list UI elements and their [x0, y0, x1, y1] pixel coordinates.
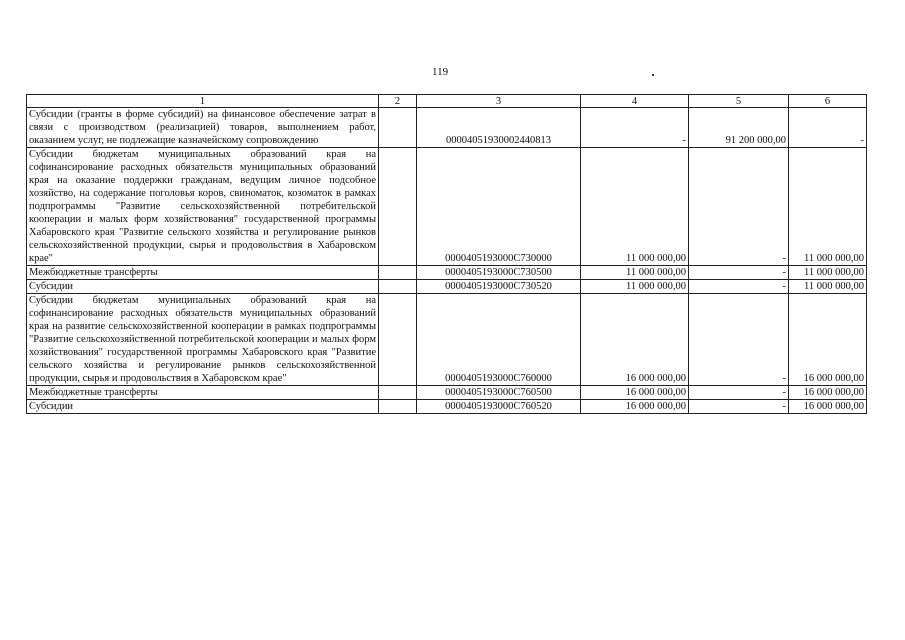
row-value-6: 11 000 000,00 — [789, 280, 867, 294]
row-value-6: 16 000 000,00 — [789, 400, 867, 414]
table-row — [27, 266, 867, 280]
row-code: 0000405193000C760500 — [417, 386, 581, 400]
header-cell: 2 — [379, 95, 417, 108]
table-row — [27, 400, 867, 414]
table-row — [27, 294, 867, 386]
row-value-6: 16 000 000,00 — [789, 386, 867, 400]
table-row — [27, 280, 867, 294]
row-code: 0000405193000C760520 — [417, 400, 581, 414]
row-col2 — [379, 266, 417, 280]
row-value-6: - — [789, 108, 867, 148]
row-value-6: 11 000 000,00 — [789, 266, 867, 280]
row-col2 — [379, 148, 417, 266]
scan-speck — [652, 74, 654, 76]
row-value-5: - — [689, 266, 789, 280]
row-description: Субсидии — [27, 280, 379, 294]
row-value-6: 16 000 000,00 — [789, 294, 867, 386]
row-code: 0000405193000C730520 — [417, 280, 581, 294]
row-description: Межбюджетные трансферты — [27, 266, 379, 280]
row-value-4: 11 000 000,00 — [581, 266, 689, 280]
row-value-4: 11 000 000,00 — [581, 280, 689, 294]
header-cell: 4 — [581, 95, 689, 108]
row-value-4: 16 000 000,00 — [581, 400, 689, 414]
row-value-5: - — [689, 386, 789, 400]
row-value-5: - — [689, 280, 789, 294]
header-cell: 1 — [27, 95, 379, 108]
row-value-5: - — [689, 400, 789, 414]
row-value-4: 16 000 000,00 — [581, 386, 689, 400]
row-value-6: 11 000 000,00 — [789, 148, 867, 266]
table-header-row — [27, 95, 867, 108]
row-description: Межбюджетные трансферты — [27, 386, 379, 400]
budget-table — [26, 94, 867, 414]
row-description: Субсидии — [27, 400, 379, 414]
table-row — [27, 108, 867, 148]
table-row — [27, 386, 867, 400]
row-col2 — [379, 108, 417, 148]
header-cell: 5 — [689, 95, 789, 108]
row-col2 — [379, 280, 417, 294]
row-col2 — [379, 294, 417, 386]
row-code: 0000405193000C730500 — [417, 266, 581, 280]
row-description: Субсидии бюджетам муниципальных образований края на софинансирование расходных обязательств муниципальных образований края на оказание поддержки гражданам, ведущим личное подсобное хозяйство, на содержание поголовья коров, свиноматок, козоматок в рамках подпрограммы "Развитие сельскохозяйственной потребительской кооперации и малых форм хозяйствования" государственной программы Хабаровского края "Развитие сельского хозяйства и регулирование рынков сельскохозяйственной продукции, сырья и продовольствия в Хабаровском крае" — [27, 148, 379, 266]
row-value-5: 91 200 000,00 — [689, 108, 789, 148]
table-row — [27, 148, 867, 266]
row-col2 — [379, 386, 417, 400]
row-code: 0000405193000C760000 — [417, 294, 581, 386]
row-value-5: - — [689, 148, 789, 266]
row-value-4: 16 000 000,00 — [581, 294, 689, 386]
row-col2 — [379, 400, 417, 414]
row-value-4: - — [581, 108, 689, 148]
row-value-5: - — [689, 294, 789, 386]
row-code: 0000405193000C730000 — [417, 148, 581, 266]
header-cell: 6 — [789, 95, 867, 108]
row-code: 00004051930002440813 — [417, 108, 581, 148]
row-description: Субсидии (гранты в форме субсидий) на финансовое обеспечение затрат в связи с производством (реализацией) товаров, выполнением работ, оказанием услуг, не подлежащие казначейскому сопровождению — [27, 108, 379, 148]
row-value-4: 11 000 000,00 — [581, 148, 689, 266]
row-description: Субсидии бюджетам муниципальных образований края на софинансирование расходных обязательств муниципальных образований края на развитие сельскохозяйственной кооперации в рамках подпрограммы "Развитие сельскохозяйственной потребительской кооперации и малых форм хозяйствования" государственной программы Хабаровского края "Развитие сельского хозяйства и регулирование рынков сельскохозяйственной продукции, сырья и продовольствия в Хабаровском крае" — [27, 294, 379, 386]
header-cell: 3 — [417, 95, 581, 108]
page-number: 119 — [432, 66, 449, 78]
